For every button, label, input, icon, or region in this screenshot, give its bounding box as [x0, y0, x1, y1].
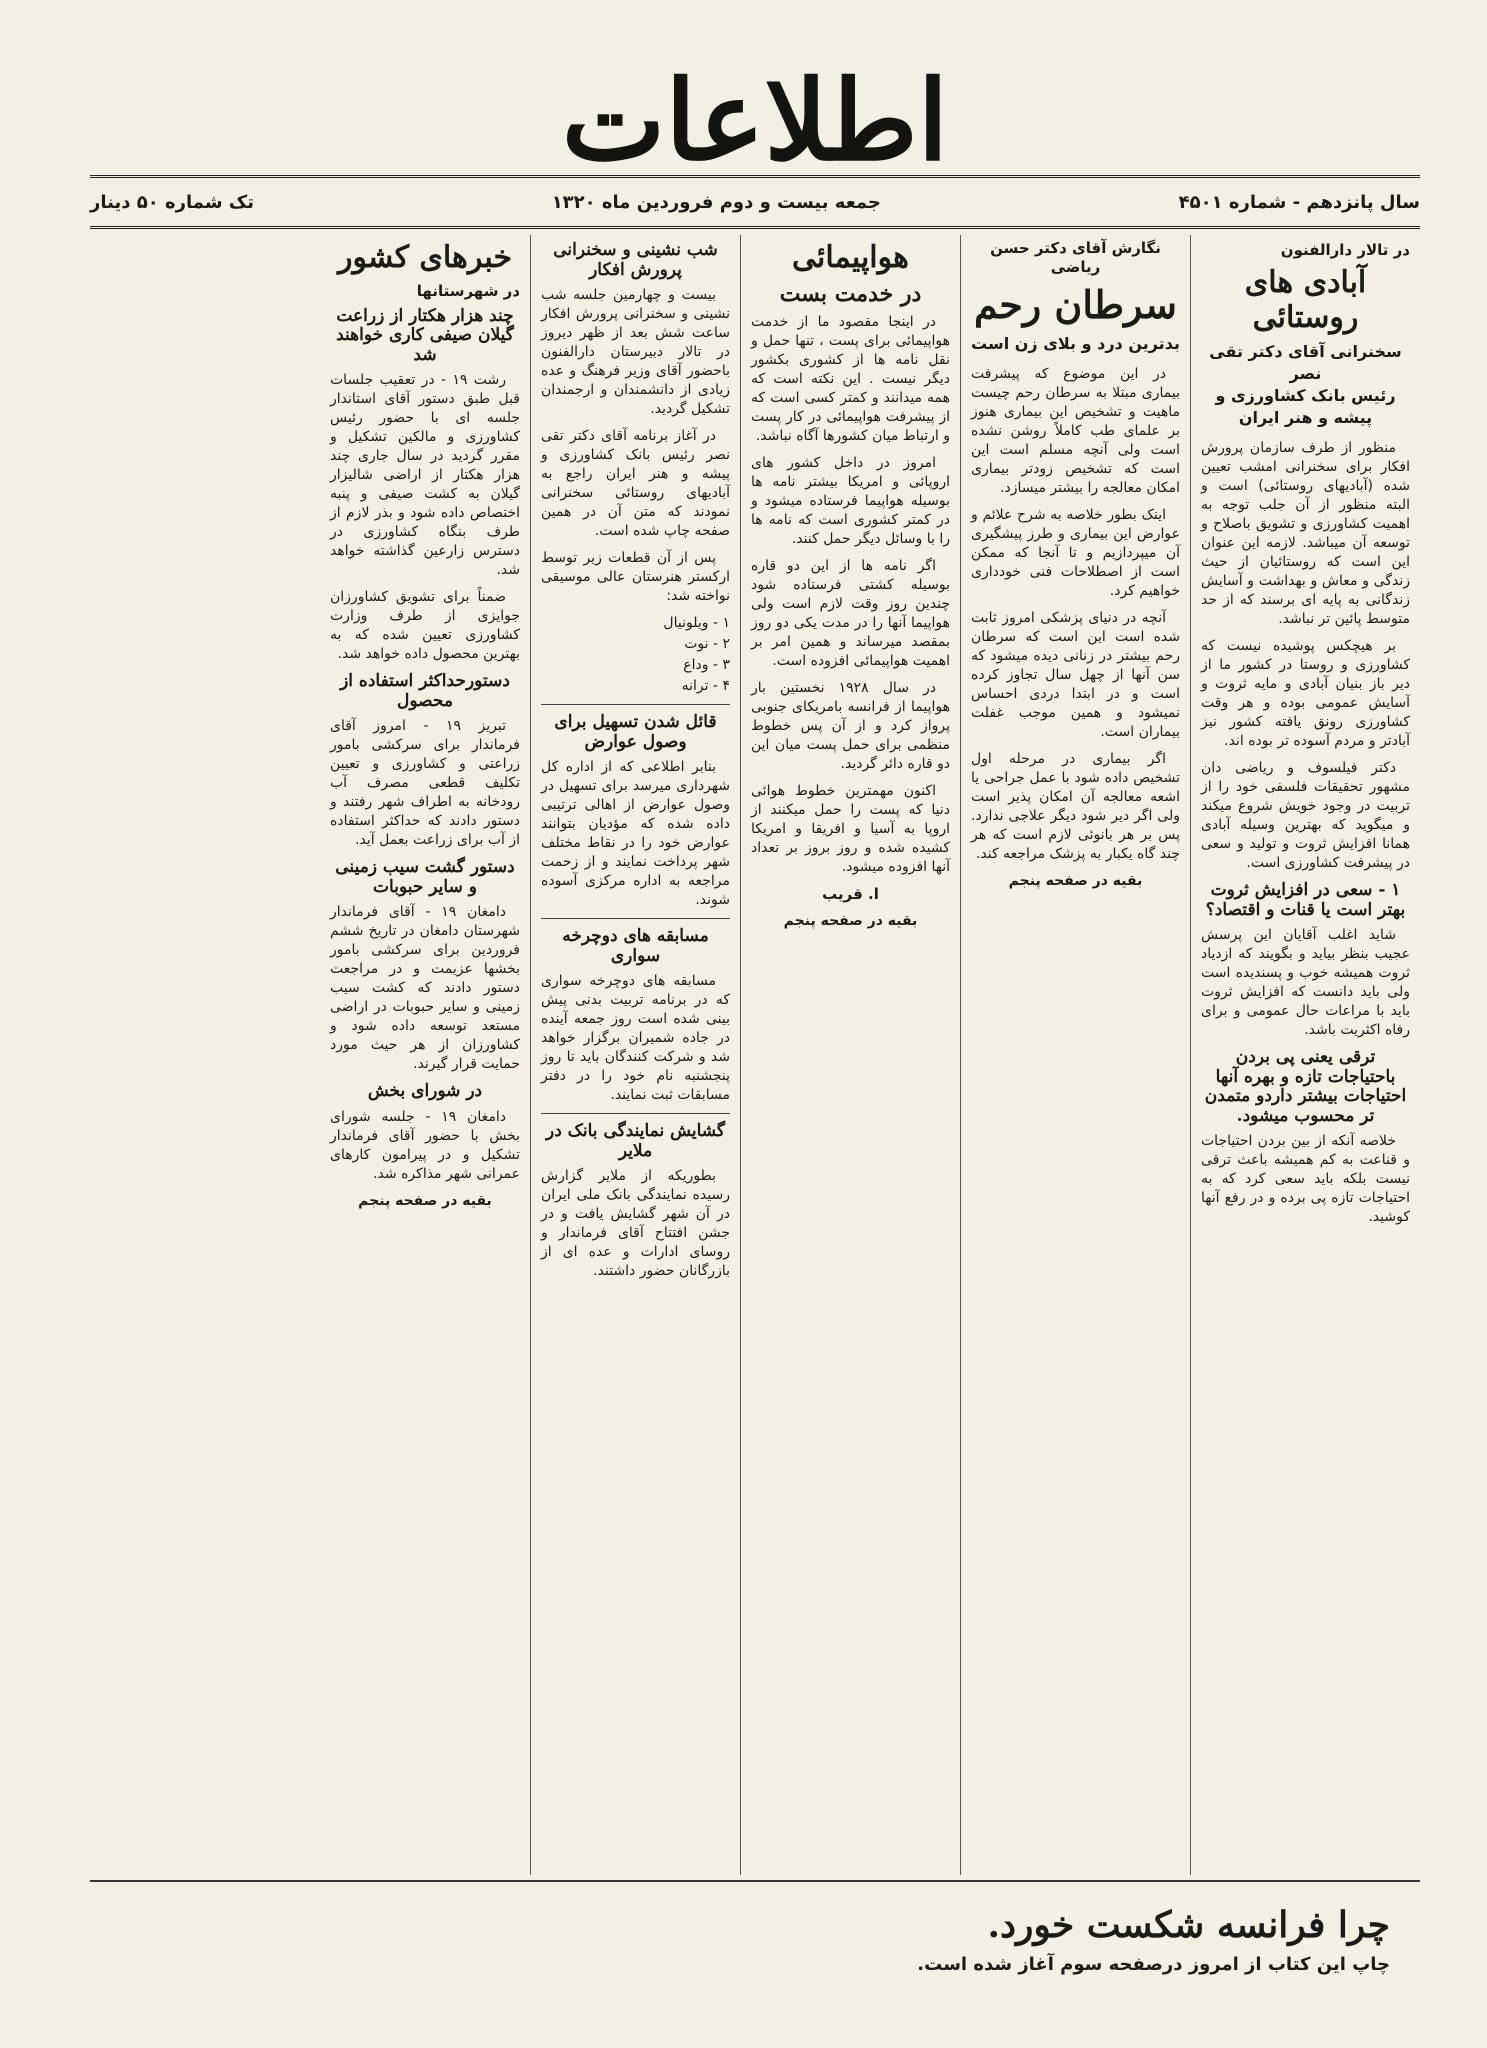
list-item: ۴ - ترانه: [681, 678, 730, 695]
section-heading: چند هزار هکتار از زراعت گیلان صیفی کاری خواهند شد: [336, 305, 514, 365]
country-news: [320, 235, 530, 1875]
paragraph: پس از آن قطعات زیر توسط ارکستر هنرستان عالی موسیقی نواخته شد:: [541, 550, 730, 605]
paragraph: اینک بطور خلاصه به شرح علائم و عوارض این بیماری و طرز پیشگیری آن میپردازیم و تا آنجا که ممکن است از اصطلاحات فنی خودداری خواهیم کرد.: [971, 506, 1180, 599]
subheadline-line-1: سخنرانی آقای دکتر تقی نصر: [1209, 342, 1402, 383]
headline: سرطان رحم: [974, 282, 1177, 327]
subheadline: بدترین درد و بلای زن است: [971, 333, 1180, 353]
paragraph: اگر بیماری در مرحله اول تشخیص داده شود با عمل جراحی یا اشعه معالجه آن امکان پذیر است ولی اگر دیر شود دیگر علاجی ندارد. پس بر هر بانوئی لازم است که هر چند گاه یکبار به پزشک مراجعه کند.: [971, 750, 1180, 862]
section-heading: گشایش نمایندگی بانک در ملایر: [545, 1121, 726, 1161]
paragraph: در سال ۱۹۲۸ نخستین بار هواپیما از فرانسه بامریکای جنوبی پرواز کرد و از آن پس خطوط منظمی برای حمل پست میان این دو قاره دائر گردید.: [751, 679, 950, 772]
paragraph: آنچه در دنیای پزشکی امروز ثابت شده است این است که سرطان رحم بیشتر در زنانی دیده میشود که سن آنها از چهل سال تجاوز کرده است و در ابتدا دردی احساس نمیشود و همین موجب غفلت بیماران است.: [971, 609, 1180, 740]
article-uterine-cancer: [960, 235, 1190, 1875]
divider: [541, 918, 730, 919]
masthead-rule: [90, 175, 1420, 178]
section-heading: مسابقه های دوچرخه سواری: [562, 926, 709, 966]
headline: هواپیمائی: [792, 240, 909, 275]
paragraph: تبریز ۱۹ - امروز آقای فرماندار برای سرکشی بامور زراعتی و کشاورزی و تعیین تکلیف قطعی مصرف آب رودخانه به اطراف شهر رفتند و دستور دادند که حداکثر استفاده از آب برای زراعت بعمل آید.: [330, 718, 520, 849]
list-item: ۳ - وداع: [683, 657, 730, 674]
paragraph: بطوریکه از ملایر گزارش رسیده نمایندگی بانک ملی ایران در آن شهر گشایش یافت و در جشن افتتاح آقای فرماندار و روسای ادارات و عده ای از بازرگانان حضور داشتند.: [541, 1168, 730, 1280]
paragraph: منظور از طرف سازمان پرورش افکار برای سخنرانی امشب تعیین شده (آبادیهای روستائی) است و البته منظور از آن جلب توجه به اهمیت کشاورزی و تشویق باصلاح و توسعه آن میباشد. لازمه این عنوان این است که روستائیان از حیث زندگی و معاش و بهداشت و آسایش زندگانی به پایه ای برسند که از حد متوسط پائین تر نباشد.: [1201, 440, 1410, 627]
byline: نگارش آقای دکتر حسن ریاضی: [990, 239, 1161, 276]
paragraph: در اینجا مقصود ما از خدمت هواپیمائی برای پست ، تنها حمل و نقل نامه ها از کشوری بکشور دیگر نیست . این نکته است که همه میدانند و کمتر کسی است که از پیشرفت هواپیمائی در کار پست و ارتباط میان کشورها آگاه نباشد.: [751, 313, 950, 444]
paragraph: ضمناً برای تشویق کشاورزان جوایزی از طرف وزارت کشاورزی تعیین شده که به بهترین محصول داده خواهد شد.: [330, 589, 520, 663]
kicker: در تالار دارالفنون: [1280, 241, 1410, 259]
issue-price: تک شماره ۵۰ دینار: [90, 191, 254, 213]
newspaper-page: [90, 30, 1420, 2020]
article-airmail: [740, 235, 960, 1875]
headline: خبرهای کشور: [337, 240, 513, 275]
newspaper-logo: اطلاعات: [561, 55, 949, 185]
paragraph: دکتر فیلسوف و ریاضی دان مشهور تحقیقات فلسفی خود را از تربیت در وجود خویش شروع میکند و میگوید که بهترین وسیله آبادی همانا افزایش ثروت و تولید و سعی در پیشرفت کشاورزی است.: [1201, 760, 1410, 871]
announcement-subline: چاپ این کتاب از امروز درصفحه سوم آغاز شده است.: [917, 1954, 1390, 1975]
bottom-announcement: [90, 1890, 1420, 2020]
dateline-rule: [90, 226, 1420, 229]
announcement-headline: چرا فرانسه شکست خورد.: [987, 1904, 1390, 1946]
section-heading: ترقی یعنی پی بردن باحتیاجات تازه و بهره آنها احتیاجات بیشتر داردو متمدن تر محسوب میشود.: [1204, 1047, 1407, 1126]
continued-note: بقیه در صفحه پنجم: [358, 1192, 492, 1209]
list-item: ۲ - نوت: [684, 636, 730, 653]
headline: آبادی های روستائی: [1244, 265, 1367, 335]
paragraph: در این موضوع که پیشرفت بیماری مبتلا به سرطان رحم چیست ماهیت و تشخیص این بیماری هنوز بر علمای طب کاملاً روشن نشده است ولی آنچه مسلم است این است که تشخیص زودتر بیماری امکان معالجه را بیشتر میسازد.: [971, 365, 1180, 496]
headline: شب نشینی و سخنرانی پرورش افکار: [553, 240, 718, 280]
paragraph: خلاصه آنکه از بین بردن احتیاجات و قناعت به کم همیشه باعث ترقی نیست بلکه باید سعی کرد که به احتیاجات تازه پی برده و در رفع آنها کوشید.: [1201, 1133, 1410, 1226]
news-briefs: [530, 235, 740, 1875]
signoff: ا. قریب: [822, 884, 879, 903]
article-rural-development: [1190, 235, 1420, 1875]
headline-line-2: در خدمت بست: [779, 280, 922, 307]
paragraph: دامغان ۱۹ - آقای فرماندار شهرستان دامغان در تاریخ ششم فروردین برای سرکشی بامور بخشها عزیمت و در مراجعت دستور دادند که کشت سیب زمینی و سایر حبوبات در اراضی مستعد توسعه داده شود و کشاورزان از هر حیث مورد حمایت قرار گیرند.: [330, 904, 520, 1073]
paragraph: امروز در داخل کشور های اروپائی و امریکا بیشتر نامه ها بوسیله هواپیما فرستاده میشود و در کمتر کشوری است که نامه ها را با وسائل دیگر حمل کنند.: [751, 454, 950, 547]
paragraph: دامغان ۱۹ - جلسه شورای بخش با حضور آقای فرماندار تشکیل و در پیرامون کارهای عمرانی شهر مذاکره شد.: [330, 1108, 520, 1182]
paragraph: اگر نامه ها از این دو قاره بوسیله کشتی فرستاده شود چندین روز وقت لازم است ولی هواپیما آنها را در مدت یکی دو روز بمقصد میرساند و همین امر بر اهمیت هواپیمائی افزوده است.: [751, 557, 950, 669]
kicker: در شهرستانها: [416, 281, 520, 300]
paragraph: شاید اغلب آقایان این پرسش عجیب بنظر بیاید و بگویند که ازدیاد ثروت همیشه خوب و پسندیده است ولی باید دانست که افزایش ثروت باید با مراعات حال عمومی و برای رفاه اکثریت باشد.: [1201, 927, 1410, 1039]
issue-number: سال پانزدهم - شماره ۴۵۰۱: [1178, 191, 1420, 213]
masthead: [90, 55, 1420, 185]
paragraph: بنابر اطلاعی که از اداره کل شهرداری میرسد برای تسهیل در وصول عوارض از اهالی ترتیبی داده شده که مؤدیان بتوانند عوارض خود را در نقاط مختلف شهر پرداخت نمایند و از زحمت مراجعه به اداره مرکزی آسوده شوند.: [541, 759, 730, 909]
paragraph: بیست و چهارمین جلسه شب نشینی و سخنرانی پرورش افکار ساعت شش بعد از ظهر دیروز در تالار دبیرستان دارالفنون باحضور آقای وزیر فرهنگ و عده زیادی از دانشمندان و ارجمندان تشکیل گردید.: [541, 287, 730, 418]
paragraph: اکنون مهمترین خطوط هوائی دنیا که پست را حمل میکنند از اروپا به آسیا و افریقا و امریکا کشیده شده و روز بروز بر تعداد آنها افزوده میشود.: [751, 782, 950, 875]
bottom-rule: [90, 1880, 1420, 1882]
section-heading: دستور گشت سیب زمینی و سایر حبوبات: [335, 857, 515, 897]
continued-note: بقیه در صفحه پنجم: [783, 912, 918, 929]
dateline: [90, 182, 1420, 222]
columns: [90, 235, 1420, 1875]
subheadline: [1201, 341, 1410, 429]
section-heading: ۱ - سعی در افزایش ثروت بهتر است یا قنات و اقتصاد؟: [1205, 880, 1406, 920]
subheadline-line-2: رئیس بانک کشاورزی و پیشه و هنر ایران: [1215, 386, 1396, 427]
paragraph: مسابقه های دوچرخه سواری که در برنامه تربیت بدنی پیش بینی شده است روز جمعه آینده در جاده شمیران برگزار خواهد شد و شرکت کنندگان باید تا روز پنجشنبه نام خود را در دفتر مسابقات ثبت نمایند.: [541, 973, 730, 1104]
paragraph: در آغاز برنامه آقای دکتر تقی نصر رئیس بانک کشاورزی و پیشه و هنر ایران راجع به آبادیهای روستائی سخنرانی نمودند که متن آن در همین صفحه چاپ شده است.: [541, 428, 730, 540]
divider: [541, 1113, 730, 1114]
section-heading: در شورای بخش: [367, 1081, 483, 1102]
continued-note: بقیه در صفحه پنجم: [1008, 872, 1143, 889]
section-heading: قائل شدن تسهیل برای وصول عوارض: [554, 712, 717, 752]
issue-date: جمعه بیست و دوم فروردین ماه ۱۳۲۰: [551, 191, 881, 213]
paragraph: بر هیچکس پوشیده نیست که کشاورزی و روستا در کشور ما از دیر باز بنیان آبادی و مایه ثروت و آسایش عمومی بوده و هر وقت کشاورزی رونق یافته کشور نیز آبادتر و مردم آسوده تر بوده اند.: [1201, 638, 1410, 749]
program-list: [541, 614, 730, 696]
divider: [541, 704, 730, 705]
paragraph: رشت ۱۹ - در تعقیب جلسات قبل طبق دستور آقای استاندار جلسه ای با حضور رئیس کشاورزی و مالکین تشکیل و مقرر گردید در سال جاری چند هزار هکتار از اراضی شالیزار گیلان به کشت صیفی و پنبه اختصاص داده شود و بذر لازم از طرف بنگاه کشاورزی در دسترس زارعین گذاشته خواهد شد.: [330, 372, 520, 579]
section-heading: دستورحداکثر استفاده از محصول: [340, 671, 510, 711]
list-item: ۱ - ویلونیال: [663, 615, 730, 632]
